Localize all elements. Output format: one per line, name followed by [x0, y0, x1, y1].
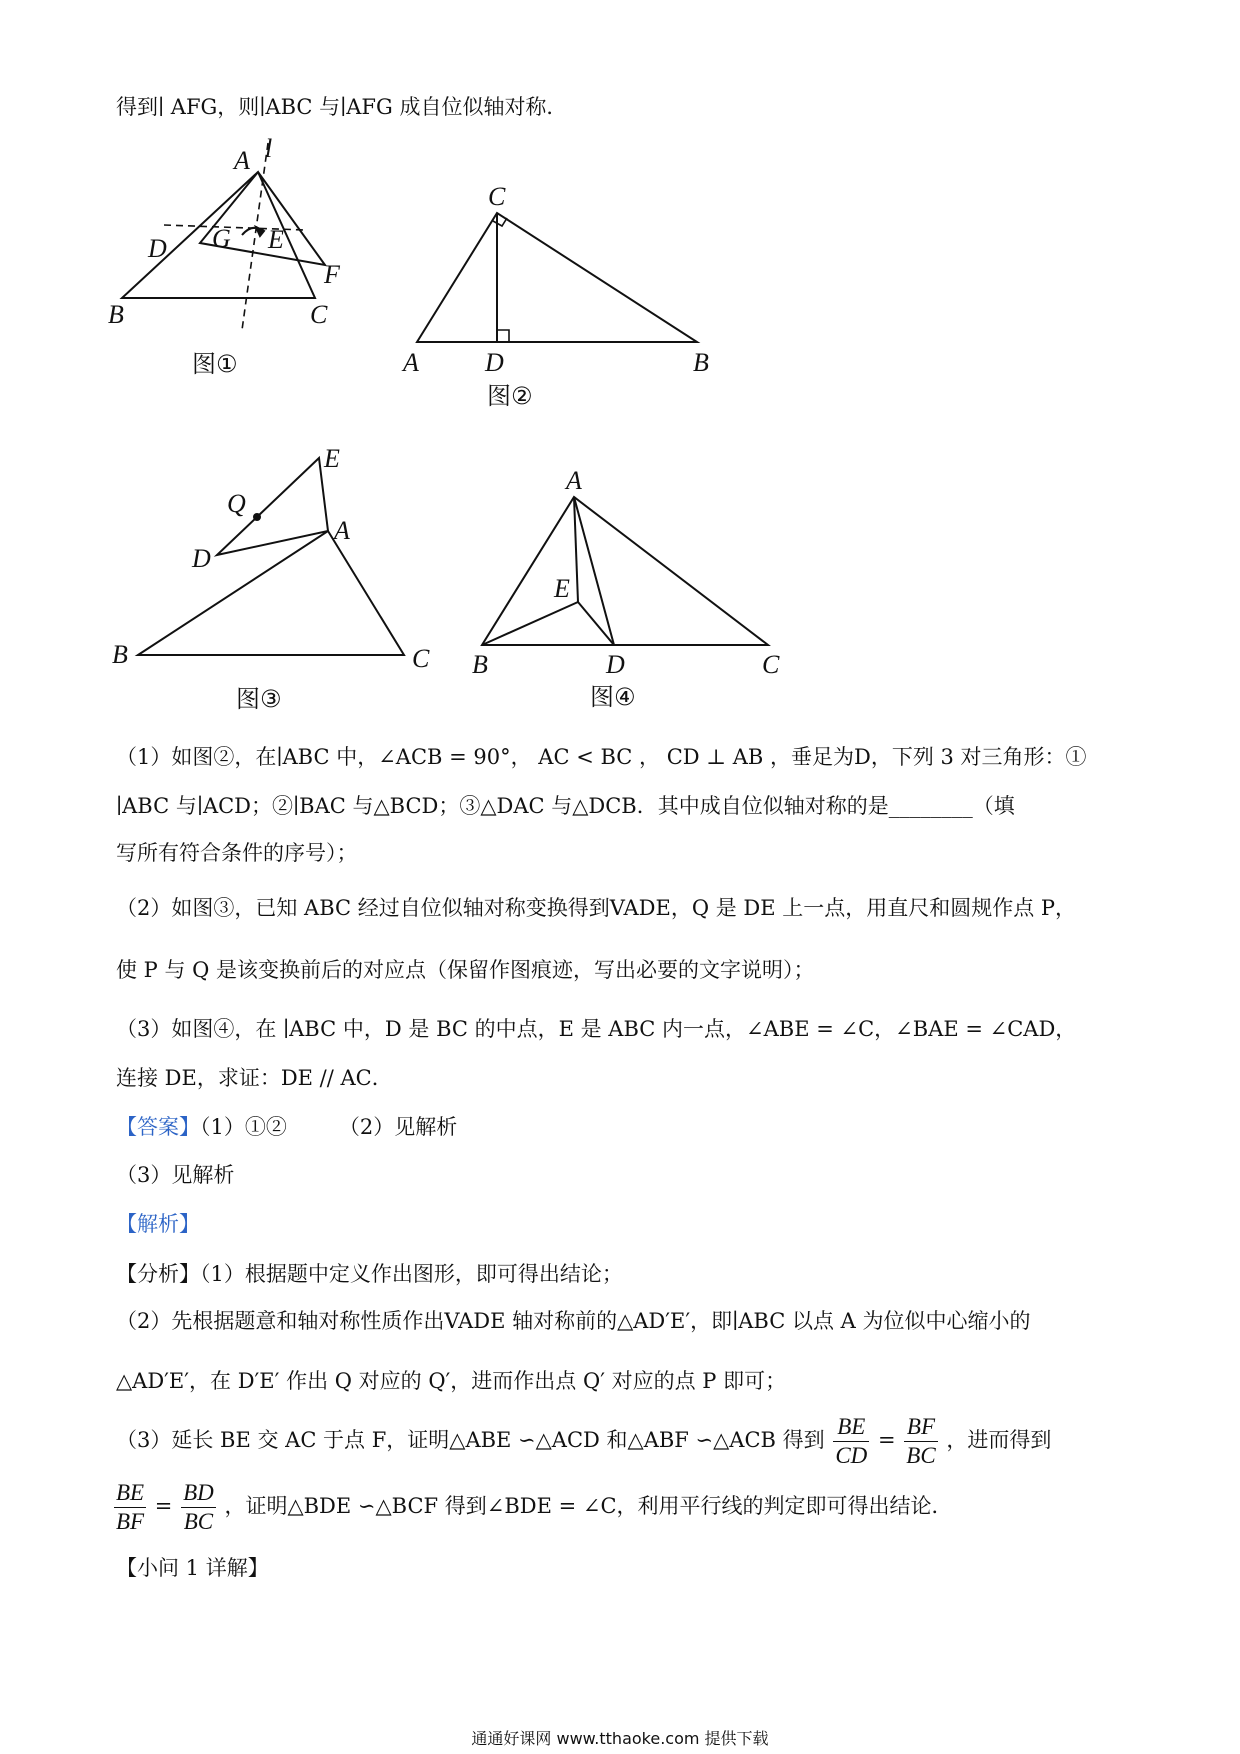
q3-line-2: 连接 DE，求证：DE // AC．	[116, 1066, 393, 1090]
analysis-head: 【分析】（1）根据题中定义作出图形，即可得出结论；	[116, 1262, 623, 1286]
figure-1	[100, 135, 390, 385]
fig4-label-c: C	[762, 650, 780, 679]
fig1-caption: 图①	[192, 350, 238, 378]
fig2-label-b: B	[693, 348, 709, 377]
analysis-p3-line-2: $\frac{BE}{BF}$ = $\frac{BD}{BC}$ ，证明△BDE ∽△BCF 得到∠BDE = ∠C，利用平行线的判定即可得出结论．	[116, 1480, 953, 1534]
analysis-tag: 【解析】	[116, 1212, 200, 1236]
figure-2	[395, 185, 725, 410]
answer-3-line: （3）见解析	[116, 1163, 235, 1187]
q2-line-2: 使 P 与 Q 是该变换前后的对应点（保留作图痕迹，写出必要的文字说明）；	[116, 958, 815, 982]
figure-3	[100, 435, 450, 715]
fig1-label-c: C	[310, 300, 328, 329]
page-footer: 通通好课网 www.tthaoke.com 提供下载	[471, 1729, 769, 1748]
fig4-label-b: B	[472, 650, 488, 679]
fig3-label-q: Q	[227, 489, 246, 518]
fig3-triangle-abc	[138, 531, 404, 655]
fig3-caption: 图③	[236, 685, 282, 713]
fig4-caption: 图④	[590, 683, 636, 711]
q1-line-2: ∣ABC 与∣ACD；②∣BAC 与△BCD；③△DAC 与△DCB．其中成自位似轴对称的是________（填	[116, 794, 1015, 818]
fig1-label-e: E	[268, 225, 284, 254]
fig2-caption: 图②	[487, 382, 533, 410]
fig1-label-l: l	[265, 135, 273, 163]
answer-2: （2）见解析	[338, 1115, 458, 1139]
fig4-label-e: E	[554, 574, 570, 603]
analysis-p3-line-1: （3）延长 BE 交 AC 于点 F，证明△ABE ∽△ACD 和△ABF ∽△ACB 得到 $\frac{BE}{CD}$ = $\frac{BF}{BC}$ ，进而得到	[116, 1414, 1052, 1468]
fig3-point-q	[253, 513, 261, 521]
fig1-label-d: D	[148, 234, 167, 263]
answer-line	[116, 1112, 457, 1142]
fig3-label-c: C	[412, 644, 430, 673]
fraction-be-cd: $\frac{BE}{CD}$	[835, 1414, 868, 1468]
fig1-label-b: B	[108, 300, 124, 329]
fig2-right-angle-d	[497, 330, 509, 342]
answer-tag: 【答案】	[116, 1115, 200, 1139]
fig1-label-g: G	[212, 224, 231, 253]
analysis-sub1: 【小问 1 详解】	[116, 1556, 269, 1580]
fig1-label-a: A	[234, 146, 250, 175]
fig2-label-a: A	[403, 348, 419, 377]
q3-line-1: （3）如图④，在 ∣ABC 中，D 是 BC 的中点，E 是 ABC 内一点，∠ABE = ∠C，∠BAE = ∠CAD，	[116, 1017, 1077, 1041]
q1-line-3: 写所有符合条件的序号）；	[116, 841, 358, 865]
fig3-label-d: D	[192, 544, 211, 573]
intro-line: 得到∣ AFG，则∣ABC 与∣AFG 成自位似轴对称．	[116, 95, 568, 119]
fig2-label-c: C	[488, 185, 506, 211]
q2-line-1: （2）如图③，已知 ABC 经过自位似轴对称变换得到VADE，Q 是 DE 上一点，用直尺和圆规作点 P，	[116, 896, 1077, 920]
fraction-bf-bc: $\frac{BF}{BC}$	[906, 1414, 936, 1468]
fig4-label-a: A	[566, 466, 582, 495]
fig4-triangle-abc	[482, 497, 768, 645]
fig4-segment-ad	[574, 497, 614, 645]
fig2-label-d: D	[485, 348, 504, 377]
analysis-p2-line-1: （2）先根据题意和轴对称性质作出VADE 轴对称前的△AD′E′，即∣ABC 以点 A 为位似中心缩小的	[116, 1309, 1031, 1333]
fig3-label-a: A	[334, 516, 350, 545]
fraction-be-bf: $\frac{BE}{BF}$	[116, 1480, 145, 1534]
q1-line-1: （1）如图②，在∣ABC 中，∠ACB = 90°， AC < BC ， CD ⊥ AB ，垂足为D，下列 3 对三角形：①	[116, 745, 1087, 769]
fig3-label-b: B	[112, 640, 128, 669]
fraction-bd-bc: $\frac{BD}{BC}$	[183, 1480, 214, 1534]
analysis-p2-line-2: △AD′E′，在 D′E′ 作出 Q 对应的 Q′，进而作出点 Q′ 对应的点 P 即可；	[116, 1369, 787, 1393]
figure-4	[470, 465, 800, 715]
fig3-label-e: E	[324, 444, 340, 473]
fig4-label-d: D	[606, 650, 625, 679]
fig2-triangle-abc	[417, 213, 697, 342]
answer-1: （1）①②	[200, 1115, 287, 1139]
fig1-label-f: F	[324, 260, 340, 289]
